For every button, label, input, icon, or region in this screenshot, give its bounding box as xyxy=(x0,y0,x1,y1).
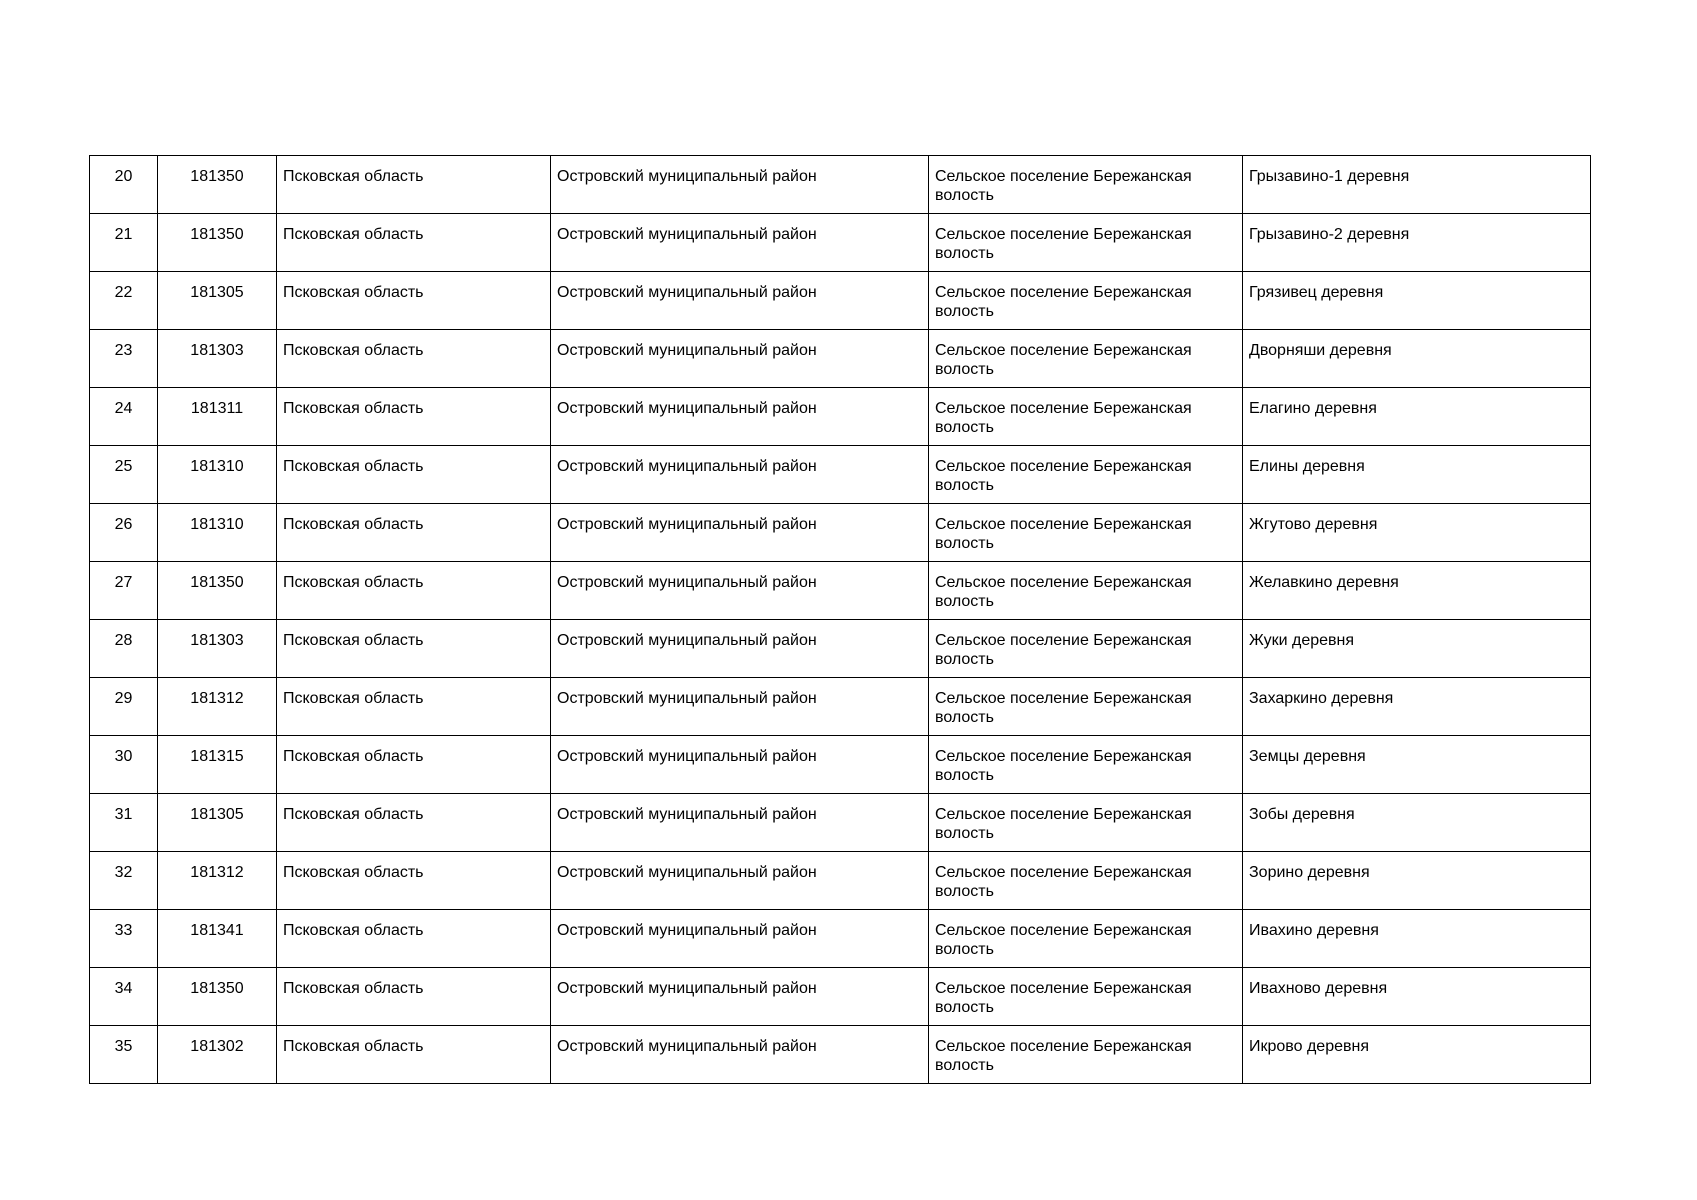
settlement-cell: Сельское поселение Бережанская волость xyxy=(929,388,1243,446)
district-cell: Островский муниципальный район xyxy=(551,968,929,1026)
row-number-cell: 27 xyxy=(90,562,158,620)
settlement-cell: Сельское поселение Бережанская волость xyxy=(929,678,1243,736)
region-cell: Псковская область xyxy=(277,446,551,504)
locality-cell: Грызавино-1 деревня xyxy=(1243,156,1591,214)
settlement-cell: Сельское поселение Бережанская волость xyxy=(929,910,1243,968)
postal-code-cell: 181310 xyxy=(158,446,277,504)
district-cell: Островский муниципальный район xyxy=(551,620,929,678)
row-number-cell: 29 xyxy=(90,678,158,736)
row-number-cell: 23 xyxy=(90,330,158,388)
table-row xyxy=(90,736,1591,794)
locality-cell: Дворняши деревня xyxy=(1243,330,1591,388)
postal-code-cell: 181311 xyxy=(158,388,277,446)
postal-code-cell: 181303 xyxy=(158,330,277,388)
region-cell: Псковская область xyxy=(277,330,551,388)
settlement-cell: Сельское поселение Бережанская волость xyxy=(929,330,1243,388)
postal-code-cell: 181302 xyxy=(158,1026,277,1084)
district-cell: Островский муниципальный район xyxy=(551,446,929,504)
region-cell: Псковская область xyxy=(277,678,551,736)
table-row xyxy=(90,678,1591,736)
postal-code-cell: 181350 xyxy=(158,562,277,620)
table-row xyxy=(90,504,1591,562)
settlement-cell: Сельское поселение Бережанская волость xyxy=(929,446,1243,504)
settlement-cell: Сельское поселение Бережанская волость xyxy=(929,968,1243,1026)
table-row xyxy=(90,156,1591,214)
region-cell: Псковская область xyxy=(277,504,551,562)
row-number-cell: 35 xyxy=(90,1026,158,1084)
row-number-cell: 26 xyxy=(90,504,158,562)
settlement-cell: Сельское поселение Бережанская волость xyxy=(929,156,1243,214)
table-row xyxy=(90,446,1591,504)
region-cell: Псковская область xyxy=(277,562,551,620)
district-cell: Островский муниципальный район xyxy=(551,272,929,330)
district-cell: Островский муниципальный район xyxy=(551,794,929,852)
row-number-cell: 28 xyxy=(90,620,158,678)
region-cell: Псковская область xyxy=(277,388,551,446)
settlement-cell: Сельское поселение Бережанская волость xyxy=(929,1026,1243,1084)
settlement-cell: Сельское поселение Бережанская волость xyxy=(929,620,1243,678)
settlement-cell: Сельское поселение Бережанская волость xyxy=(929,504,1243,562)
region-cell: Псковская область xyxy=(277,272,551,330)
locality-cell: Жуки деревня xyxy=(1243,620,1591,678)
settlement-cell: Сельское поселение Бережанская волость xyxy=(929,214,1243,272)
table-row xyxy=(90,910,1591,968)
localities-table xyxy=(89,155,1591,1084)
region-cell: Псковская область xyxy=(277,852,551,910)
row-number-cell: 33 xyxy=(90,910,158,968)
locality-cell: Елагино деревня xyxy=(1243,388,1591,446)
postal-code-cell: 181350 xyxy=(158,968,277,1026)
settlement-cell: Сельское поселение Бережанская волость xyxy=(929,794,1243,852)
row-number-cell: 30 xyxy=(90,736,158,794)
district-cell: Островский муниципальный район xyxy=(551,504,929,562)
district-cell: Островский муниципальный район xyxy=(551,156,929,214)
row-number-cell: 20 xyxy=(90,156,158,214)
region-cell: Псковская область xyxy=(277,968,551,1026)
region-cell: Псковская область xyxy=(277,794,551,852)
district-cell: Островский муниципальный район xyxy=(551,736,929,794)
locality-cell: Земцы деревня xyxy=(1243,736,1591,794)
district-cell: Островский муниципальный район xyxy=(551,1026,929,1084)
row-number-cell: 32 xyxy=(90,852,158,910)
region-cell: Псковская область xyxy=(277,214,551,272)
table-row xyxy=(90,272,1591,330)
postal-code-cell: 181312 xyxy=(158,852,277,910)
locality-cell: Ивахново деревня xyxy=(1243,968,1591,1026)
locality-cell: Жгутово деревня xyxy=(1243,504,1591,562)
locality-cell: Ивахино деревня xyxy=(1243,910,1591,968)
district-cell: Островский муниципальный район xyxy=(551,330,929,388)
row-number-cell: 21 xyxy=(90,214,158,272)
region-cell: Псковская область xyxy=(277,910,551,968)
locality-cell: Икрово деревня xyxy=(1243,1026,1591,1084)
district-cell: Островский муниципальный район xyxy=(551,388,929,446)
table-row xyxy=(90,562,1591,620)
settlement-cell: Сельское поселение Бережанская волость xyxy=(929,852,1243,910)
region-cell: Псковская область xyxy=(277,620,551,678)
postal-code-cell: 181312 xyxy=(158,678,277,736)
table-body xyxy=(90,156,1591,1084)
district-cell: Островский муниципальный район xyxy=(551,678,929,736)
locality-cell: Зорино деревня xyxy=(1243,852,1591,910)
postal-code-cell: 181350 xyxy=(158,156,277,214)
table-row xyxy=(90,1026,1591,1084)
region-cell: Псковская область xyxy=(277,156,551,214)
settlement-cell: Сельское поселение Бережанская волость xyxy=(929,272,1243,330)
table-row xyxy=(90,620,1591,678)
postal-code-cell: 181310 xyxy=(158,504,277,562)
locality-cell: Грязивец деревня xyxy=(1243,272,1591,330)
settlement-cell: Сельское поселение Бережанская волость xyxy=(929,562,1243,620)
region-cell: Псковская область xyxy=(277,736,551,794)
settlement-cell: Сельское поселение Бережанская волость xyxy=(929,736,1243,794)
table-row xyxy=(90,794,1591,852)
postal-code-cell: 181315 xyxy=(158,736,277,794)
postal-code-cell: 181303 xyxy=(158,620,277,678)
district-cell: Островский муниципальный район xyxy=(551,910,929,968)
table-row xyxy=(90,214,1591,272)
table-row xyxy=(90,852,1591,910)
locality-cell: Зобы деревня xyxy=(1243,794,1591,852)
locality-cell: Захаркино деревня xyxy=(1243,678,1591,736)
postal-code-cell: 181341 xyxy=(158,910,277,968)
table-row xyxy=(90,968,1591,1026)
row-number-cell: 34 xyxy=(90,968,158,1026)
table-row xyxy=(90,330,1591,388)
locality-cell: Елины деревня xyxy=(1243,446,1591,504)
locality-cell: Грызавино-2 деревня xyxy=(1243,214,1591,272)
district-cell: Островский муниципальный район xyxy=(551,852,929,910)
postal-code-cell: 181305 xyxy=(158,794,277,852)
postal-code-cell: 181305 xyxy=(158,272,277,330)
row-number-cell: 25 xyxy=(90,446,158,504)
row-number-cell: 22 xyxy=(90,272,158,330)
row-number-cell: 24 xyxy=(90,388,158,446)
table-row xyxy=(90,388,1591,446)
district-cell: Островский муниципальный район xyxy=(551,214,929,272)
district-cell: Островский муниципальный район xyxy=(551,562,929,620)
row-number-cell: 31 xyxy=(90,794,158,852)
postal-code-cell: 181350 xyxy=(158,214,277,272)
region-cell: Псковская область xyxy=(277,1026,551,1084)
locality-cell: Желавкино деревня xyxy=(1243,562,1591,620)
